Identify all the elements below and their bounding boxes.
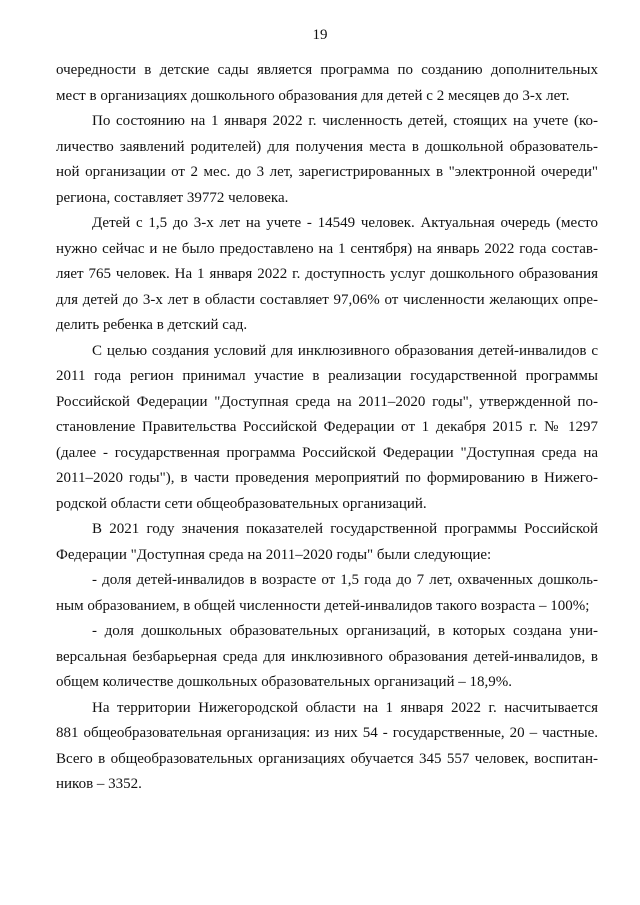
text-line: С целью создания условий для инклюзивного образования детей-инвалидов с [92, 342, 598, 359]
paragraph [56, 58, 598, 109]
text-line: ников – 3352. [56, 776, 142, 792]
paragraph [56, 696, 598, 798]
text-line: По состоянию на 1 января 2022 г. численность детей, стоящих на учете (ко- [92, 113, 598, 129]
text-line: Российской Федерации "Доступная среда на 2011–2020 годы", утвержденной по- [56, 393, 598, 410]
text-line: родской области сети общеобразовательных организаций. [56, 495, 427, 512]
text-line: Всего в общеобразовательных организациях обучается 345 557 человек, воспитан- [56, 750, 598, 767]
paragraph [56, 109, 598, 211]
text-line: мест в организациях дошкольного образования для детей с 2 месяцев до 3-х лет. [56, 87, 570, 104]
text-line: На территории Нижегородской области на 1 января 2022 г. насчитывается [92, 699, 598, 716]
text-line: Федерации "Доступная среда на 2011–2020 годы" были следующие: [56, 546, 492, 563]
text-line: становление Правительства Российской Федерации от 1 декабря 2015 г. № 1297 [56, 419, 598, 435]
paragraph [56, 568, 598, 619]
text-line: очередности в детские сады является программа по созданию дополнительных [56, 62, 598, 78]
text-line: 881 общеобразовательная организация: из них 54 - государственные, 20 – частные. [56, 725, 598, 741]
text-line: 2011 года регион принимал участие в реализации государственной программы [56, 368, 598, 384]
document-body [56, 58, 598, 798]
text-line: нужно сейчас и не было предоставлено на 1 сентября) на январь 2022 года состав- [56, 240, 598, 257]
text-line: ной организации от 2 мес. до 3 лет, зарегистрированных в "электронной очереди" [56, 164, 598, 180]
text-line: делить ребенка в детский сад. [56, 317, 248, 333]
text-line: В 2021 году значения показателей государственной программы Российской [92, 521, 598, 537]
text-line: общем количестве дошкольных образовательных организаций – 18,9%. [56, 674, 513, 690]
text-line: личество заявлений родителей) для получения места в дошкольной образователь- [56, 138, 598, 155]
text-line: - доля дошкольных образовательных организаций, в которых создана уни- [92, 623, 598, 639]
text-line: ным образованием, в общей численности детей-инвалидов такого возраста – 100%; [56, 597, 590, 614]
paragraph [56, 211, 598, 339]
text-line: (далее - государственная программа Российской Федерации "Доступная среда на [56, 444, 598, 461]
page-number: 19 [312, 27, 328, 43]
paragraph [56, 339, 598, 518]
text-line: ляет 765 человек. На 1 января 2022 г. доступность услуг дошкольного образования [56, 266, 598, 282]
text-line: Детей с 1,5 до 3-х лет на учете - 14549 человек. Актуальная очередь (место [92, 215, 598, 231]
text-line: версальная безбарьерная среда для инклюзивного образования детей-инвалидов, в [56, 648, 598, 665]
text-line: для детей до 3-х лет в области составляет 97,06% от численности желающих опре- [56, 291, 598, 308]
text-line: - доля детей-инвалидов в возрасте от 1,5 года до 7 лет, охваченных дошколь- [92, 572, 598, 588]
text-line: региона, составляет 39772 человека. [56, 189, 289, 206]
paragraph [56, 619, 598, 696]
paragraph [56, 517, 598, 568]
text-line: 2011–2020 годы"), в части проведения мероприятий по формированию в Нижего- [56, 470, 598, 486]
